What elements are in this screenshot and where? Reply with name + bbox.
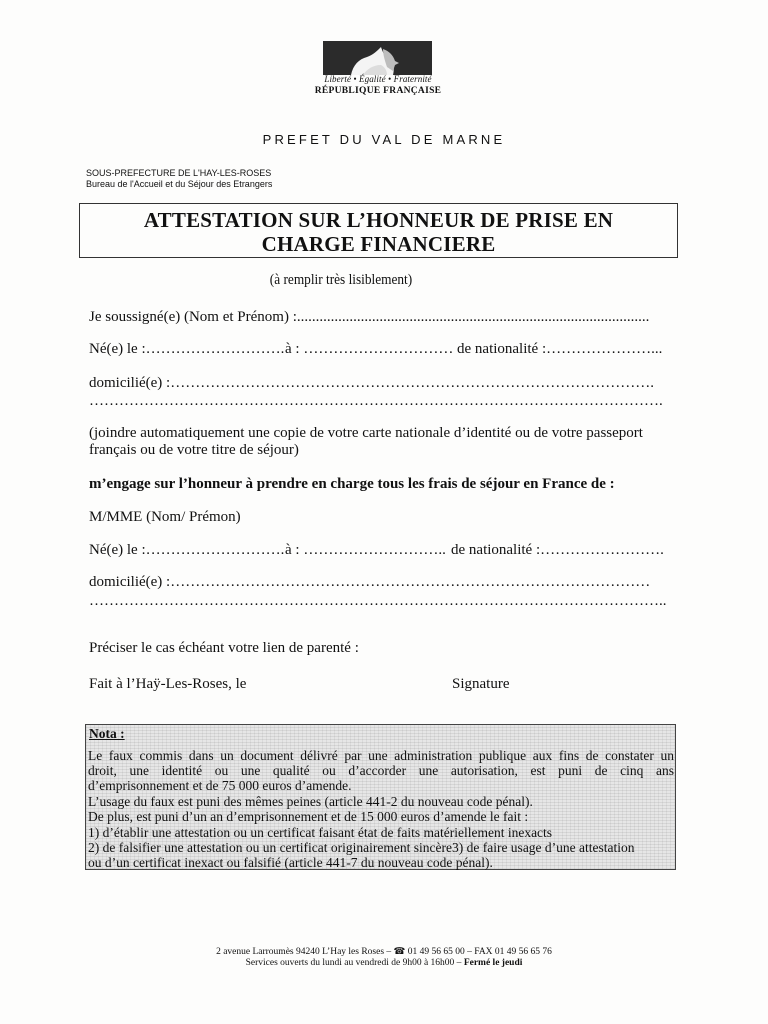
notice-paragraph-1-line-3: d’emprisonnement et de 75 000 euros d’amende. (88, 778, 352, 793)
signatory-birthplace-field: à : ………………………… (285, 341, 454, 357)
id-document-note-line-2: français ou de votre titre de séjour) (89, 442, 299, 458)
republic-name: RÉPUBLIQUE FRANÇAISE (314, 86, 442, 96)
signatory-name-field: Je soussigné(e) (Nom et Prénom) :.............................................................................................. (89, 309, 650, 325)
fill-instruction: (à remplir très lisiblement) (269, 272, 413, 288)
subprefecture-name: SOUS-PREFECTURE DE L'HAY-LES-ROSES (86, 168, 272, 178)
notice-paragraph-1-line-1: Le faux commis dans un document délivré par une administration publique aux fins de constater un (88, 748, 674, 763)
footer-hours-text: Services ouverts du lundi au vendredi de 9h00 à 16h00 – (245, 958, 462, 968)
relationship-field: Préciser le cas échéant votre lien de parenté : (89, 640, 359, 656)
title-line-2: CHARGE FINANCIERE (261, 232, 496, 256)
beneficiary-nationality-field: de nationalité :……………………. (451, 542, 664, 558)
notice-paragraph-5-line-1: 2) de falsifier une attestation ou un certificat originairement sincère3) de faire usage d’une attestation (88, 840, 635, 855)
bureau-name: Bureau de l'Accueil et du Séjour des Etrangers (86, 179, 273, 189)
marianne-logo-icon (323, 41, 432, 75)
notice-paragraph-1-line-2: droit, une identité ou une qualité ou d’accorder une autorisation, est puni de cinq ans (88, 763, 674, 778)
place-date-field: Fait à l’Haÿ-Les-Roses, le (89, 676, 247, 692)
footer-address: 2 avenue Larroumès 94240 L’Hay les Roses – ☎ 01 49 56 65 00 – FAX 01 49 56 65 76 (216, 947, 552, 957)
signatory-birthdate-field: Né(e) le :………………………. (89, 341, 285, 357)
notice-label: Nota : (89, 726, 125, 741)
notice-paragraph-3: De plus, est puni d’un an d’emprisonnement et de 15 000 euros d’amende le fait : (88, 809, 529, 824)
beneficiary-birthdate-field: Né(e) le :………………………. (89, 542, 285, 558)
beneficiary-address-continued: …………………………………………………………………………………………………….. (89, 593, 667, 609)
beneficiary-name-field: M/MME (Nom/ Prémon) (89, 509, 241, 525)
signatory-nationality-field: de nationalité :…………………... (457, 341, 663, 357)
document-title (79, 203, 678, 258)
beneficiary-address-field: domicilié(e) :…………………………………………………………………………………… (89, 574, 651, 590)
notice-paragraph-4: 1) d’établir une attestation ou un certificat faisant état de faits matériellement inexacts (88, 825, 553, 840)
beneficiary-birthplace-field: à : ……………………….. (285, 542, 446, 558)
footer-closed-day: Fermé le jeudi (463, 958, 523, 968)
notice-paragraph-2: L’usage du faux est puni des mêmes peines (article 441-2 du nouveau code pénal). (88, 794, 533, 809)
notice-paragraph-5-line-2: ou d’un certificat inexact ou falsifié (article 441-7 du nouveau code pénal). (88, 855, 493, 870)
republic-motto: Liberté • Égalité • Fraternité (324, 74, 432, 84)
prefecture-heading: PREFET DU VAL DE MARNE (262, 132, 506, 147)
signature-label: Signature (452, 676, 510, 692)
title-line-1: ATTESTATION SUR L’HONNEUR DE PRISE EN (143, 208, 614, 232)
commitment-statement: m’engage sur l’honneur à prendre en charge tous les frais de séjour en France de : (89, 476, 615, 492)
signatory-address-continued: ……………………………………………………………………………………………………. (89, 393, 663, 409)
footer-hours (0, 958, 768, 968)
signatory-address-field: domicilié(e) :……………………………………………………………………………………. (89, 375, 654, 391)
id-document-note-line-1: (joindre automatiquement une copie de votre carte nationale d’identité ou de votre passeport (89, 425, 643, 441)
